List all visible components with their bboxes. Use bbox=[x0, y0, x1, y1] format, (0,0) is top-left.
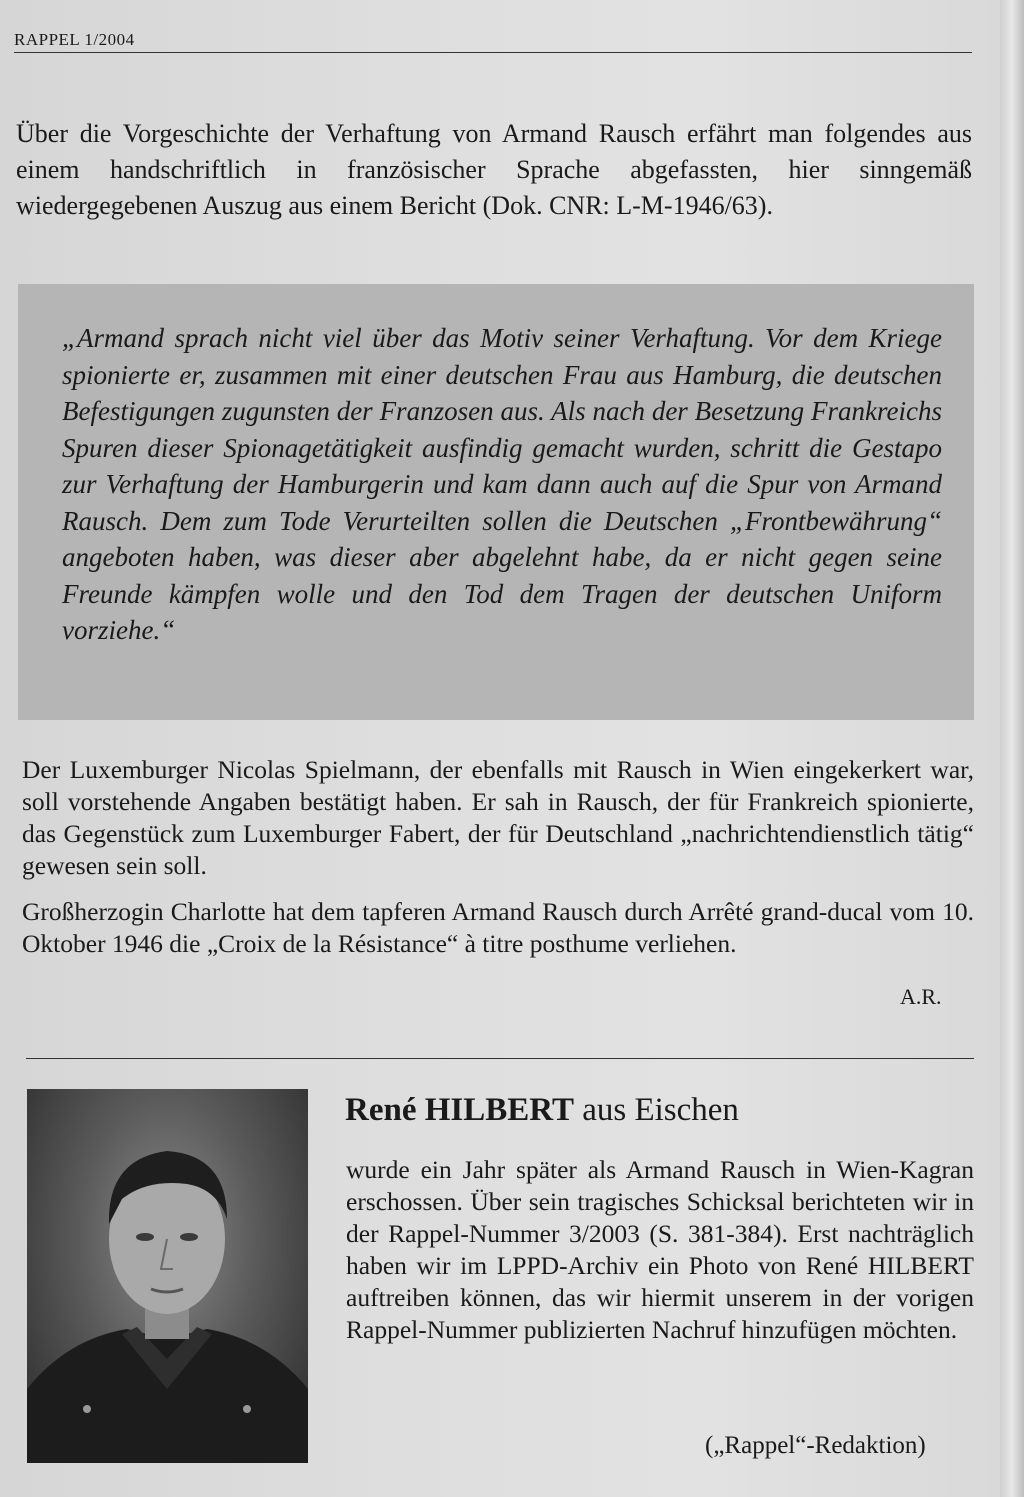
article-title bbox=[345, 1092, 739, 1129]
portrait-photo-icon bbox=[27, 1089, 308, 1463]
body-paragraph-charlotte: Großherzogin Charlotte hat dem tapferen Armand Rausch durch Arrêté grand-ducal vom 10. Oktober 1946 die „Croix de la Résistance“ à titre posthume verliehen. bbox=[22, 897, 974, 958]
article-title-first: René bbox=[345, 1092, 425, 1128]
quote-box bbox=[18, 284, 974, 720]
running-header: RAPPEL 1/2004 bbox=[14, 30, 135, 49]
section-divider bbox=[26, 1058, 974, 1059]
author-signature: A.R. bbox=[900, 984, 942, 1009]
body-paragraph-spielmann: Der Luxemburger Nicolas Spielmann, der ebenfalls mit Rausch in Wien eingekerkert war, soll vorstehende Angaben bestätigt haben. Er sah in Rausch, der für Frankreich spionierte, das Gegenstück zum Luxemburger Fabert, der für Deutschland „nachrichtendienstlich tätig“ gewesen sein soll. bbox=[22, 755, 974, 880]
header-divider bbox=[14, 52, 972, 53]
intro-paragraph: Über die Vorgeschichte der Verhaftung von Armand Rausch erfährt man folgendes aus einem handschriftlich in französischer Sprache abgefassten, hier sinngemäß wiedergegebenen Auszug aus einem Bericht (Dok. CNR: L-M-1946/63). bbox=[16, 119, 972, 220]
spiral-binding bbox=[1000, 0, 1024, 1497]
article-paragraph: wurde ein Jahr später als Armand Rausch in Wien-Kagran erschossen. Über sein tragisches Schicksal berichteten wir in der Rappel-Nummer 3/2003 (S. 381-384). Erst nachträglich haben wir im LPPD-Archiv ein Photo von René HILBERT auftreiben können, das wir hiermit unserem in der vorigen Rappel-Nummer publizierten Nachruf hinzufügen möchten. bbox=[346, 1155, 974, 1344]
article-title-rest: aus Eischen bbox=[573, 1092, 739, 1128]
quote-text: „Armand sprach nicht viel über das Motiv seiner Verhaftung. Vor dem Kriege spionierte er, zusammen mit einer deutschen Frau aus Hamburg, die deutschen Befestigungen zugunsten der Franzosen aus. Als nach der Besetzung Frankreichs Spuren dieser Spionagetätigkeit ausfindig gemacht wurden, schritt die Gestapo zur Verhaftung der Hamburgerin und kam dann auch auf die Spur von Armand Rausch. Dem zum Tode Verurteilten sollen die Deutschen „Frontbewährung“ angeboten haben, was dieser aber abgelehnt habe, da er nicht gegen seine Freunde kämpfen wolle und den Tod dem Tragen der deutschen Uniform vorziehe.“ bbox=[62, 323, 942, 645]
article-title-name: HILBERT bbox=[424, 1092, 574, 1128]
editorial-credit: („Rappel“-Redaktion) bbox=[705, 1432, 926, 1459]
portrait-figure bbox=[27, 1089, 308, 1463]
